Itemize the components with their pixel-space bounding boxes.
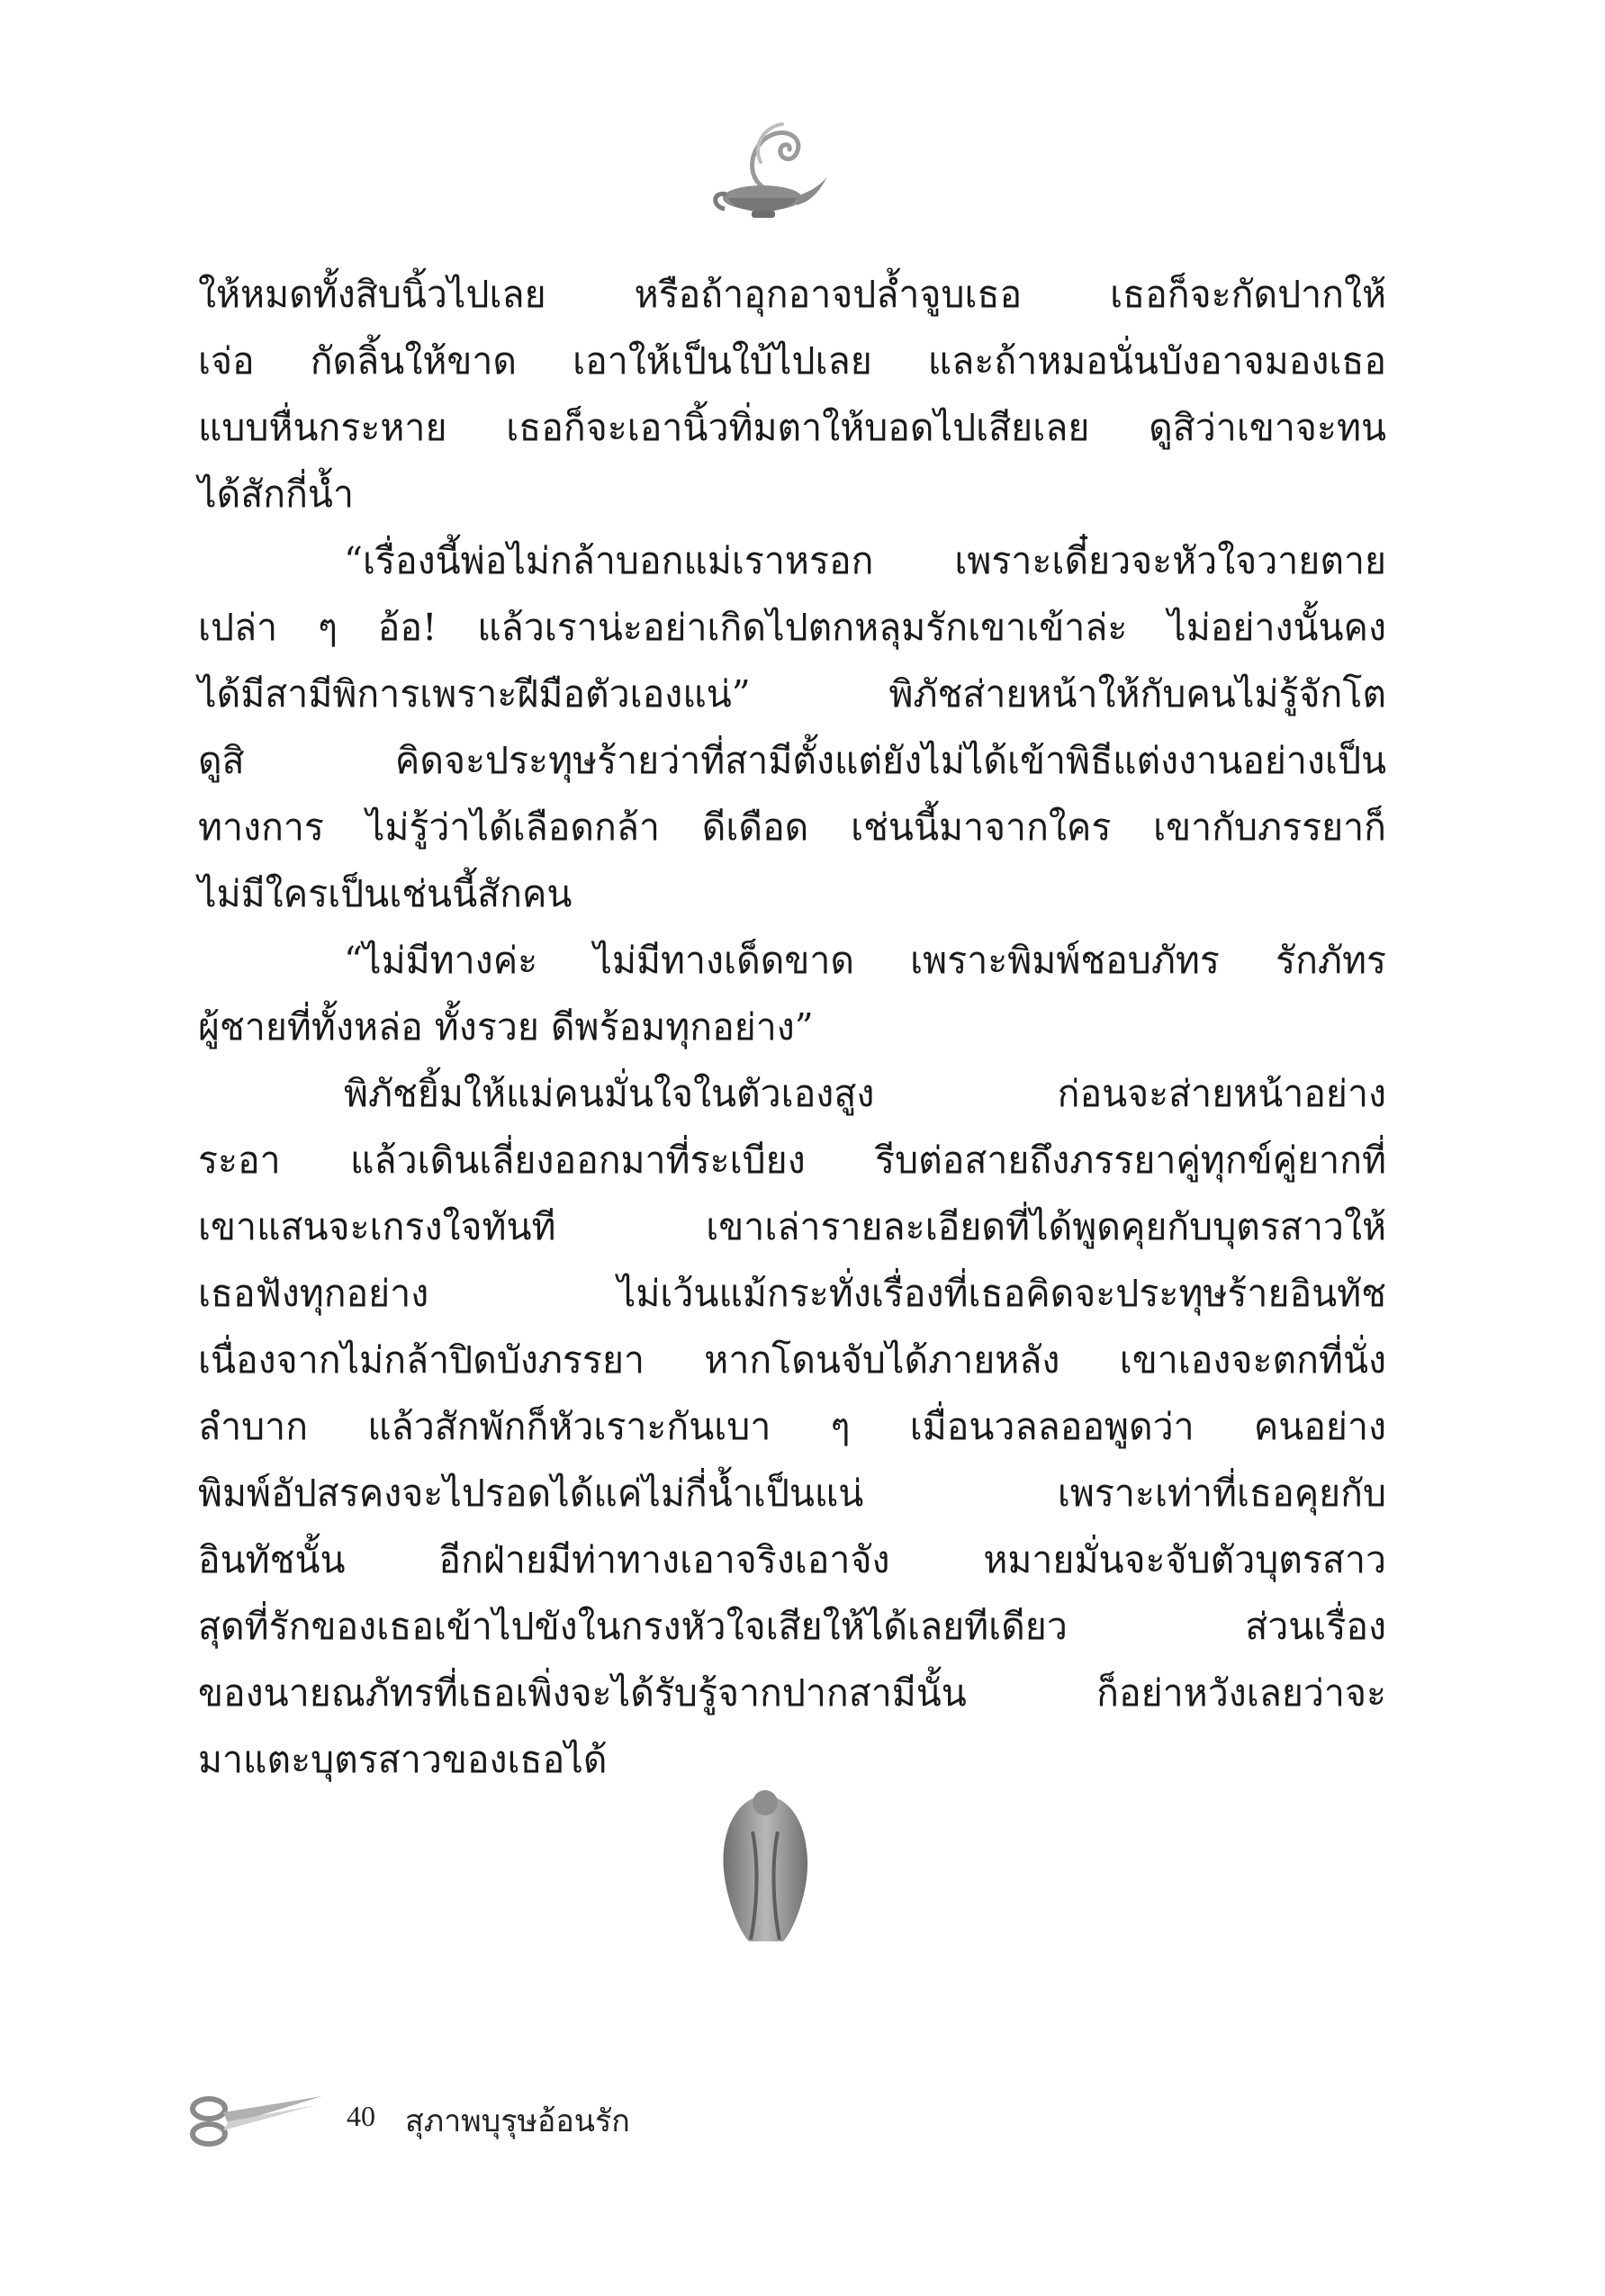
- text-line: ดูสิ คิดจะประทุษร้ายว่าที่สามีตั้งแต่ยังไม่ได้เข้าพิธีแต่งงานอย่างเป็น: [198, 739, 1386, 782]
- text-line: เปล่า ๆ อ้อ! แล้วเราน่ะอย่าเกิดไปตกหลุมรักเขาเข้าล่ะ ไม่อย่างนั้นคง: [198, 606, 1386, 649]
- text-line: เธอฟังทุกอย่าง ไม่เว้นแม้กระทั่งเรื่องที่เธอคิดจะประทุษร้ายอินทัช: [198, 1272, 1386, 1315]
- body-text: [198, 261, 1386, 1793]
- text-line: พิภัชยิ้มให้แม่คนมั่นใจในตัวเองสูง ก่อนจะส่ายหน้าอย่าง: [344, 1072, 1386, 1115]
- text-line: แบบหื่นกระหาย เธอก็จะเอานิ้วทิ่มตาให้บอดไปเสียเลย ดูสิว่าเขาจะทน: [198, 406, 1386, 449]
- page-footer: [189, 2093, 819, 2156]
- magic-lamp-icon: [707, 108, 833, 225]
- page-number: 40: [347, 2100, 375, 2132]
- text-line: มาแตะบุตรสาวของเธอได้: [198, 1738, 608, 1781]
- angel-figurine-icon: [711, 1778, 819, 1949]
- text-line: ไม่มีใครเป็นเช่นนี้สักคน: [198, 872, 573, 915]
- scissors-icon: [189, 2093, 324, 2151]
- text-line: ทางการ ไม่รู้ว่าได้เลือดกล้า ดีเดือด เช่นนี้มาจากใคร เขากับภรรยาก็: [198, 806, 1386, 849]
- text-line: ให้หมดทั้งสิบนิ้วไปเลย หรือถ้าอุกอาจปล้ำจูบเธอ เธอก็จะกัดปากให้: [198, 273, 1386, 316]
- text-line: ผู้ชายที่ทั้งหล่อ ทั้งรวย ดีพร้อมทุกอย่าง”: [198, 1005, 814, 1049]
- text-line: “ไม่มีทางค่ะ ไม่มีทางเด็ดขาด เพราะพิมพ์ชอบภัทร รักภัทร: [344, 939, 1386, 982]
- text-line: ได้มีสามีพิการเพราะฝีมือตัวเองแน่” พิภัชส่ายหน้าให้กับคนไม่รู้จักโต: [198, 672, 1386, 716]
- text-line: อินทัชนั้น อีกฝ่ายมีท่าทางเอาจริงเอาจัง หมายมั่นจะจับตัวบุตรสาว: [198, 1538, 1386, 1581]
- text-line: เนื่องจากไม่กล้าปิดบังภรรยา หากโดนจับได้ภายหลัง เขาเองจะตกที่นั่ง: [198, 1338, 1386, 1382]
- text-line: ของนายณภัทรที่เธอเพิ่งจะได้รับรู้จากปากสามีนั้น ก็อย่าหวังเลยว่าจะ: [198, 1671, 1386, 1715]
- text-line: เจ่อ กัดลิ้นให้ขาด เอาให้เป็นใบ้ไปเลย และถ้าหมอนั่นบังอาจมองเธอ: [198, 339, 1386, 383]
- text-line: พิมพ์อัปสรคงจะไปรอดได้แค่ไม่กี่น้ำเป็นแน่ เพราะเท่าที่เธอคุยกับ: [198, 1472, 1386, 1515]
- text-line: สุดที่รักของเธอเข้าไปขังในกรงหัวใจเสียให้ได้เลยทีเดียว ส่วนเรื่อง: [198, 1605, 1386, 1648]
- text-line: เขาแสนจะเกรงใจทันที เขาเล่ารายละเอียดที่ได้พูดคุยกับบุตรสาวให้: [198, 1205, 1386, 1248]
- text-line: ลำบาก แล้วสักพักก็หัวเราะกันเบา ๆ เมื่อนวลลออพูดว่า คนอย่าง: [198, 1405, 1386, 1448]
- text-line: “เรื่องนี้พ่อไม่กล้าบอกแม่เราหรอก เพราะเดี๋ยวจะหัวใจวายตาย: [344, 539, 1386, 582]
- text-line: ระอา แล้วเดินเลี่ยงออกมาที่ระเบียง รีบต่อสายถึงภรรยาคู่ทุกข์คู่ยากที่: [198, 1139, 1386, 1182]
- book-title: สุภาพบุรุษอ้อนรัก: [405, 2103, 630, 2139]
- text-line: ได้สักกี่น้ำ: [198, 473, 354, 516]
